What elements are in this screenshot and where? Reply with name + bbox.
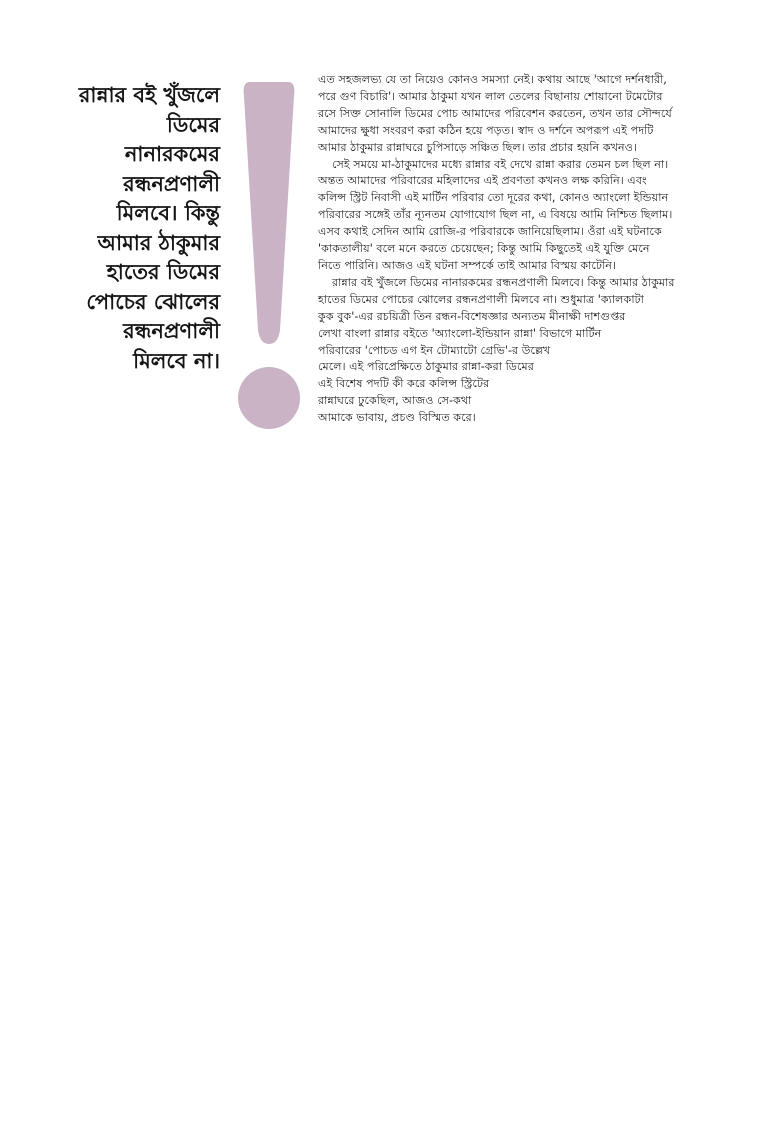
pull-quote-line: হাতের ডিমের: [106, 259, 220, 284]
pull-quote-line: রন্ধনপ্রণালী: [123, 170, 220, 196]
body-line: এই বিশেষ পদটি কী করে কলিন্স স্ট্রিটের: [318, 377, 490, 391]
body-line: 'কাকতালীয়' বলে মনে করতে চেয়েছেন; কিন্তু আমি কিছুতেই এই যুক্তি মেনে: [318, 242, 650, 256]
pull-quote-line: পোচের ঝোলের: [86, 288, 220, 314]
pull-quote-line: রান্নার বই খুঁজলে: [78, 82, 220, 107]
page-footer: রোববার ৩১: [640, 1068, 693, 1081]
body-line: আমার ঠাকুমার রান্নাঘরে চুপিসাড়ে সঞ্চিত ছিল। তার প্রচার হয়নি কখনও।: [318, 140, 637, 154]
body-line: পরে গুণ বিচারি'। আমার ঠাকুমা যখন লাল তেলের বিছানায় শোয়ানো টমেটোর: [318, 89, 663, 103]
body-line: অন্তত আমাদের পরিবারের মহিলাদের এই প্রবণতা কখনও লক্ষ করিনি। এবং: [318, 174, 647, 188]
body-line: রান্নার বই খুঁজলে ডিমের নানারকমের রন্ধনপ্রণালী মিলবে। কিন্তু আমার ঠাকুমার: [332, 275, 675, 289]
body-line: এসব কথাই সেদিন আমি রোজি-র পরিবারকে জানিয়েছিলাম। ওঁরা এই ঘটনাকে: [318, 225, 662, 239]
body-line: আমাকে ভাবায়, প্রচণ্ড বিস্মিত করে।: [318, 411, 476, 425]
body-line: পরিবারের সঙ্গেই তাঁর ন্যূনতম যোগাযোগ ছিল না, এ বিষয়ে আমি নিশ্চিত ছিলাম।: [318, 208, 673, 222]
pigeons: [78, 421, 758, 1106]
body-line: রসে সিক্ত সোনালি ডিমের পোচ আমাদের পরিবেশন করতেন, তখন তার সৌন্দর্যে: [318, 106, 672, 120]
body-line: এত সহজলভ্য যে তা নিয়েও কোনও সমস্যা নেই। কথায় আছে 'আগে দর্শনধারী,: [318, 73, 667, 86]
body-line: রান্নাঘরে ঢুকেছিল, আজও সে-কথা: [318, 394, 472, 408]
pull-quote-line: মিলবে। কিন্তু: [116, 200, 220, 225]
left-building: [8, 658, 320, 1136]
pull-quote-line: নানারকমের: [124, 141, 220, 166]
body-line: মেলে। এই পরিপ্রেক্ষিতে ঠাকুমার রান্না-করা ডিমের: [318, 360, 534, 374]
pull-quote-line: ডিমের: [166, 111, 220, 137]
body-line: আমাদের ক্ষুধা সংবরণ করা কঠিন হয়ে পড়ত। স্বাদ ও দর্শনে অপরূপ এই পদটি: [318, 123, 654, 137]
body-line: হাতের ডিমের পোচের ঝোলের রন্ধনপ্রণালী মিলবে না। শুধুমাত্র 'ক্যালকাটা: [318, 292, 644, 306]
body-line: সেই সময়ে মা-ঠাকুমাদের মধ্যে রান্নার বই দেখে রান্না করার তেমন চল ছিল না।: [332, 157, 669, 171]
power-wires: [0, 620, 770, 1072]
body-line: পরিবারের 'পোচড এগ ইন টোম্যাটো গ্রেভি'-র উল্লেখ: [318, 343, 551, 357]
pull-quote-line: আমার ঠাকুমার: [97, 229, 220, 255]
body-line: লেখা বাংলা রান্নার বইতে 'অ্যাংলো-ইন্ডিয়ান রান্না' বিভাগে মার্টিন: [318, 326, 602, 340]
pull-quote: [50, 80, 220, 375]
pull-quote-line: মিলবে না।: [133, 347, 220, 373]
body-line: কুক বুক'-এর রচয়িত্রী তিন রন্ধন-বিশেষজ্ঞার অন্যতম মীনাক্ষী দাশগুপ্তর: [318, 309, 626, 323]
body-line: কলিন্স স্ট্রিট নিবাসী এই মার্টিন পরিবার তো দূরের কথা, কোনও অ্যাংলো ইন্ডিয়ান: [318, 191, 669, 205]
pull-quote-line: রন্ধনপ্রণালী: [123, 318, 220, 343]
article-body: [318, 72, 718, 427]
body-line: নিতে পারিনি। আজও এই ঘটনা সম্পর্কে তাই আমার বিস্ময় কাটেনি।: [318, 258, 616, 272]
exclamation-icon: [236, 82, 302, 434]
